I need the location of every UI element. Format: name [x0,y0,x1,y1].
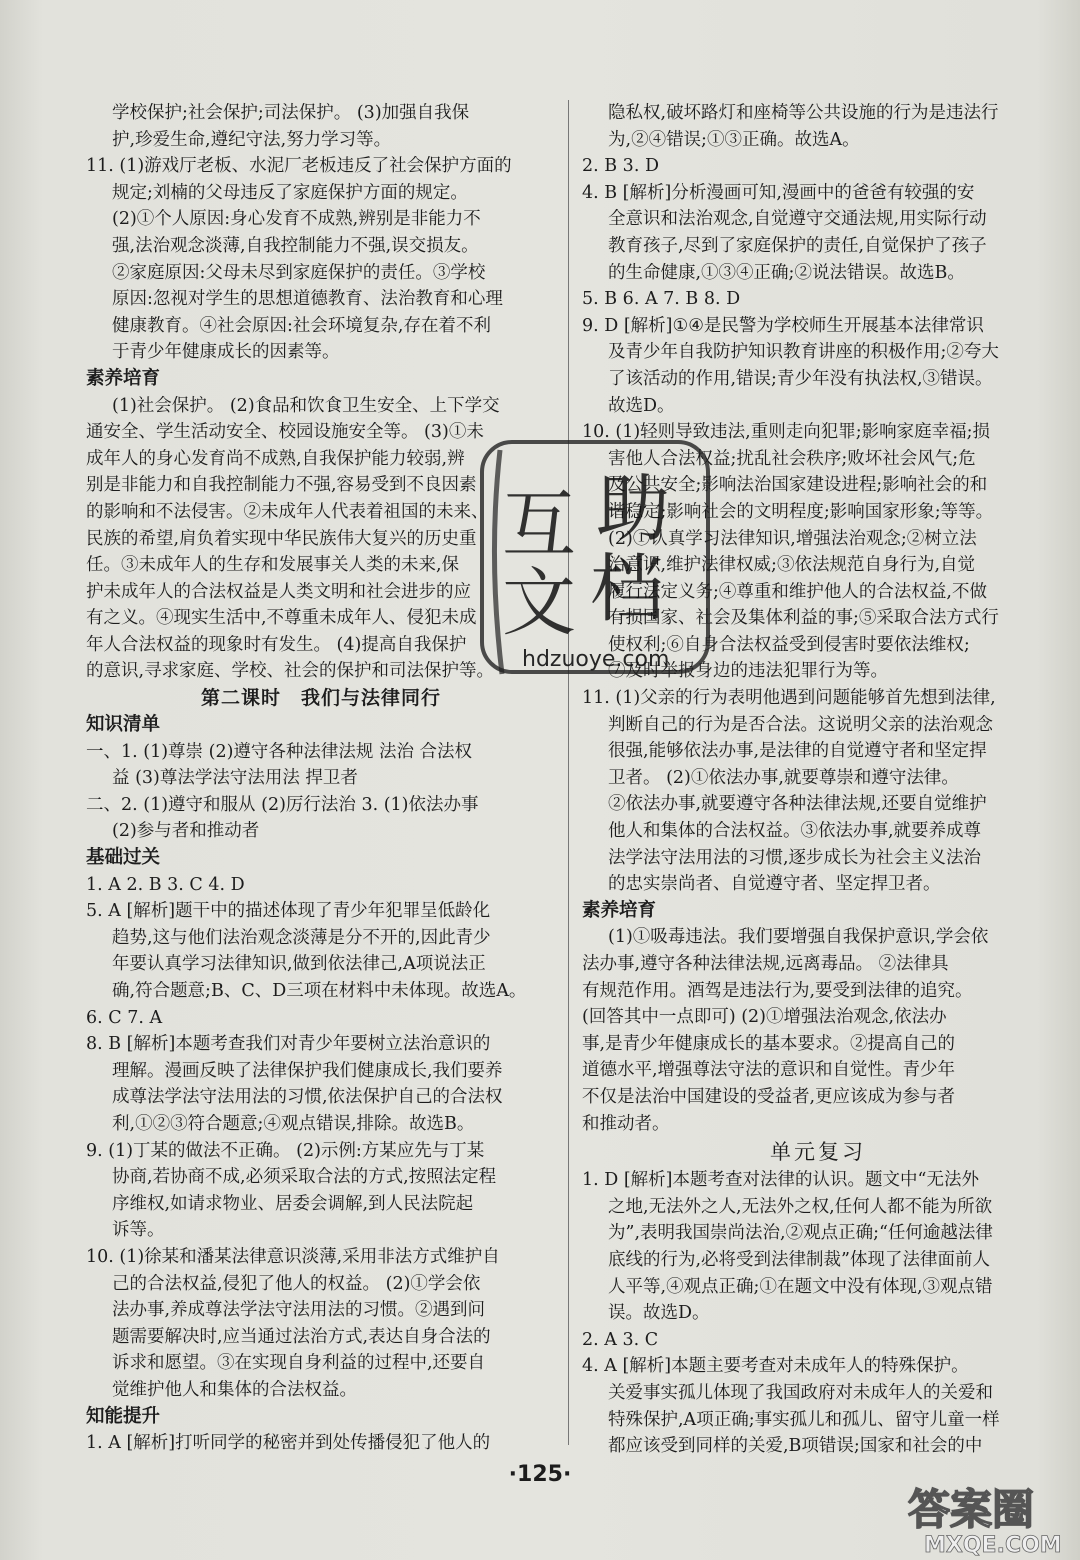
section-heading: 基础过关 [86,847,161,869]
text-line: 9. D [解析]①④是民警为学校师生开展基本法律常识 [582,315,984,336]
text-line: 利,①②③符合题意;④观点错误,排除。故选B。 [112,1113,475,1134]
text-line: (2)①认真学习法律知识,增强法治观念;②树立法 [608,528,977,549]
text-line: 护,珍爱生命,遵纪守法,努力学习等。 [112,129,392,150]
text-line: 于青少年健康成长的因素等。 [112,342,340,363]
text-line: 法办事,遵守各种法律法规,远离毒品。 ②法律具 [582,954,949,974]
text-line: 及公共安全;影响法治国家建设进程;影响社会的和 [608,475,988,496]
section-heading: 知能提升 [86,1405,161,1427]
text-line: 益 (3)尊法学法守法用法 捍卫者 [112,768,358,789]
text-line: 诉等。 [112,1220,165,1241]
text-line: 题需要解决时,应当通过法治方式,表达自身合法的 [112,1326,491,1347]
text-line: 和推动者。 [582,1113,670,1134]
text-line: 一、1. (1)尊崇 (2)遵守各种法律法规 法治 合法权 [86,741,473,762]
text-line: 不仅是法治中国建设的受益者,更应该成为参与者 [582,1086,956,1107]
section-title: 第二课时 我们与法律同行 [200,687,441,710]
stamp-char-3: 文 [502,560,576,646]
text-line: 人平等,④观点正确;①在题文中没有体现,③观点错 [608,1276,993,1297]
text-line: 教育孩子,尽到了家庭保护的责任,自觉保护了孩子 [608,235,987,256]
text-line: (1)社会保护。 (2)食品和饮食卫生安全、上下学交 [112,395,500,416]
text-line: 4. B [解析]分析漫画可知,漫画中的爸爸有较强的安 [582,182,975,203]
text-line: 为”,表明我国崇尚法治,②观点正确;“任何逾越法律 [608,1223,993,1244]
text-line: 及青少年自我防护知识教育讲座的积极作用;②夸大 [608,342,999,363]
text-line: 成尊法学法守法用法的习惯,依法保护自己的合法权 [112,1087,503,1108]
text-line: 为,②④错误;①③正确。故选A。 [608,129,860,150]
section-heading: 知识清单 [86,714,161,736]
text-line: 1. A 2. B 3. C 4. D [86,874,245,895]
text-line: 11. (1)游戏厅老板、水泥厂老板违反了社会保护方面的 [86,156,512,177]
text-line: (1)①吸毒违法。我们要增强自我保护意识,学会依 [608,927,989,948]
page-number: ·125· [508,1462,572,1487]
stamp-char-1: 互 [502,482,576,568]
text-line: 学校保护;社会保护;司法保护。 (3)加强自我保 [112,103,470,123]
text-line: 强,法治观念淡薄,自我控制能力不强,误交损友。 [112,235,479,256]
text-line: 5. B 6. A 7. B 8. D [582,289,741,310]
text-line: 履行法定义务;④尊重和维护他人的合法权益,不做 [608,581,987,602]
text-line: 的影响和不法侵害。②未成年人代表着祖国的未来、 [86,501,489,522]
left-column [86,100,556,1457]
text-line: 有规范作用。酒驾是违法行为,要受到法律的追究。 [582,980,973,1001]
text-line: 诉求和愿望。③在实现自身利益的过程中,还要自 [112,1353,486,1374]
text-line: 都应该受到同样的关爱,B项错误;国家和社会的中 [608,1436,983,1457]
corner-logo-url: MXQE.COM [924,1533,1062,1558]
text-line: ②家庭原因:父母未尽到家庭保护的责任。③学校 [112,262,486,283]
text-line: 故选D。 [608,395,675,416]
text-line: 卫者。 (2)①依法办事,就要尊崇和遵守法律。 [608,767,959,788]
text-line: 害他人合法权益;扰乱社会秩序;败坏社会风气;危 [608,448,976,469]
right-column [582,100,1054,1460]
section-heading: 素养培育 [582,899,657,921]
text-line: 全意识和法治观念,自觉遵守交通法规,用实际行动 [608,209,987,230]
text-line: 别是非能力和自我控制能力不强,容易受到不良因素 [86,475,477,496]
text-line: 觉维护他人和集体的合法权益。 [112,1379,357,1400]
text-line: 序维权,如请求物业、居委会调解,到人民法院起 [112,1193,474,1214]
text-line: 的意识,寻求家庭、学校、社会的保护和司法保护等。 [86,661,495,682]
stamp-url: hdzuoye.com [522,647,670,672]
text-line: 年要认真学习法律知识,做到依法律己,A项说法正 [112,954,486,975]
text-line: 判断自己的行为是否合法。这说明父亲的法治观念 [608,714,993,735]
text-line: 原因:忽视对学生的思想道德教育、法治教育和心理 [112,289,503,310]
text-line: 8. B [解析]本题考查我们对青少年要树立法治意识的 [86,1034,491,1055]
text-line: 6. C 7. A [86,1007,163,1028]
text-line: 谐稳定;影响社会的文明程度;影响国家形象;等等。 [608,501,994,522]
text-line: 误。故选D。 [608,1303,710,1324]
corner-logo-text: 答案圈 [908,1485,1035,1534]
text-line: 二、2. (1)遵守和服从 (2)厉行法治 3. (1)依法办事 [86,794,479,815]
text-line: 特殊保护,A项正确;事实孤儿和孤儿、留守儿童一样 [608,1409,1000,1430]
section-title: 单元复习 [770,1140,866,1165]
text-line: 法办事,养成尊法学法守法用法的习惯。②遇到问 [112,1300,486,1321]
text-line: 很强,能够依法办事,是法律的自觉遵守者和坚定捍 [608,741,987,762]
section-heading: 素养培育 [86,367,161,389]
text-line: 11. (1)父亲的行为表明他遇到问题能够首先想到法律, [582,688,996,709]
text-line: 4. A [解析]本题主要考查对未成年人的特殊保护。 [582,1356,969,1377]
watermark-stamp [472,438,712,690]
text-line: ②依法办事,就要遵守各种法律法规,还要自觉维护 [608,794,987,815]
text-line: 理解。漫画反映了法律保护我们健康成长,我们要养 [112,1060,503,1081]
text-line: 之地,无法外之人,无法外之权,任何人都不能为所欲 [608,1196,993,1217]
text-line: 通安全、学生活动安全、校园设施安全等。 (3)①未 [86,422,484,443]
text-line: 成年人的身心发育尚不成熟,自我保护能力较弱,辨 [86,448,465,469]
text-line: (2)①个人原因:身心发育不成熟,辨别是非能力不 [112,209,481,230]
text-line: 有之义。④现实生活中,不尊重未成年人、侵犯未成 [86,608,477,629]
text-line: 年人合法权益的现象时有发生。 (4)提高自我保护 [86,634,467,655]
text-line: ⑦及时举报身边的违法犯罪行为等。 [608,661,888,682]
text-line: 2. B 3. D [582,156,659,177]
text-line: 关爱事实孤儿体现了我国政府对未成年人的关爱和 [608,1382,993,1403]
text-line: 协商,若协商不成,必须采取合法的方式,按照法定程 [112,1167,497,1188]
text-line: 5. A [解析]题干中的描述体现了青少年犯罪呈低龄化 [86,901,491,922]
text-line: 趋势,这与他们法治观念淡薄是分不开的,因此青少 [112,927,491,948]
text-line: 2. A 3. C [582,1329,659,1350]
text-line: 10. (1)徐某和潘某法律意识淡薄,采用非法方式维护自 [86,1246,500,1267]
text-line: 使权利;⑥自身合法权益受到侵害时要依法维权; [608,634,970,655]
text-line: 10. (1)轻则导致违法,重则走向犯罪;影响家庭幸福;损 [582,422,991,443]
text-line: 的忠实崇尚者、自觉遵守者、坚定捍卫者。 [608,874,941,895]
text-line: 了该活动的作用,错误;青少年没有执法权,③错误。 [608,368,993,389]
text-line: 道德水平,增强尊法守法的意识和自觉性。青少年 [582,1060,956,1081]
text-line: 事,是青少年健康成长的基本要求。②提高自己的 [582,1033,956,1054]
text-line: 的生命健康,①③④正确;②说法错误。故选B。 [608,262,965,283]
text-line: 法学法守法用法的习惯,逐步成长为社会主义法治 [608,847,982,868]
text-line: 隐私权,破坏路灯和座椅等公共设施的行为是违法行 [608,103,999,123]
text-line: 1. D [解析]本题考查对法律的认识。题文中“无法外 [582,1170,979,1191]
text-line: 有损国家、社会及集体利益的事;⑤采取合法方式行 [608,608,999,629]
text-line: 健康教育。④社会原因:社会环境复杂,存在着不利 [112,315,491,336]
text-line: (2)参与者和推动者 [112,821,260,842]
text-line: 己的合法权益,侵犯了他人的权益。 (2)①学会依 [112,1273,481,1294]
text-line: 护未成年人的合法权益是人类文明和社会进步的应 [86,581,471,602]
text-line: 规定;刘楠的父母违反了家庭保护方面的规定。 [112,182,468,203]
text-line: 底线的行为,必将受到法律制裁”体现了法律面前人 [608,1249,991,1270]
text-line: 他人和集体的合法权益。③依法办事,就要养成尊 [608,821,982,842]
text-line: (回答其中一点即可) (2)①增强法治观念,依法办 [582,1007,947,1028]
text-line: 1. A [解析]打听同学的秘密并到处传播侵犯了他人的 [86,1433,491,1454]
stamp-char-2: 助 [596,466,670,552]
text-line: 治意识,维护法律权威;③依法规范自身行为,自觉 [608,555,976,576]
column-divider [568,100,569,1445]
corner-watermark-logo [900,1478,1070,1558]
text-line: 确,符合题意;B、C、D三项在材料中未体现。故选A。 [112,981,527,1001]
stamp-char-4: 档 [590,546,664,632]
text-line: 民族的希望,肩负着实现中华民族伟大复兴的历史重 [86,528,477,549]
text-line: 9. (1)丁某的做法不正确。 (2)示例:方某应先与丁某 [86,1140,485,1161]
text-line: 任。③未成年人的生存和发展事关人类的未来,保 [86,555,460,576]
